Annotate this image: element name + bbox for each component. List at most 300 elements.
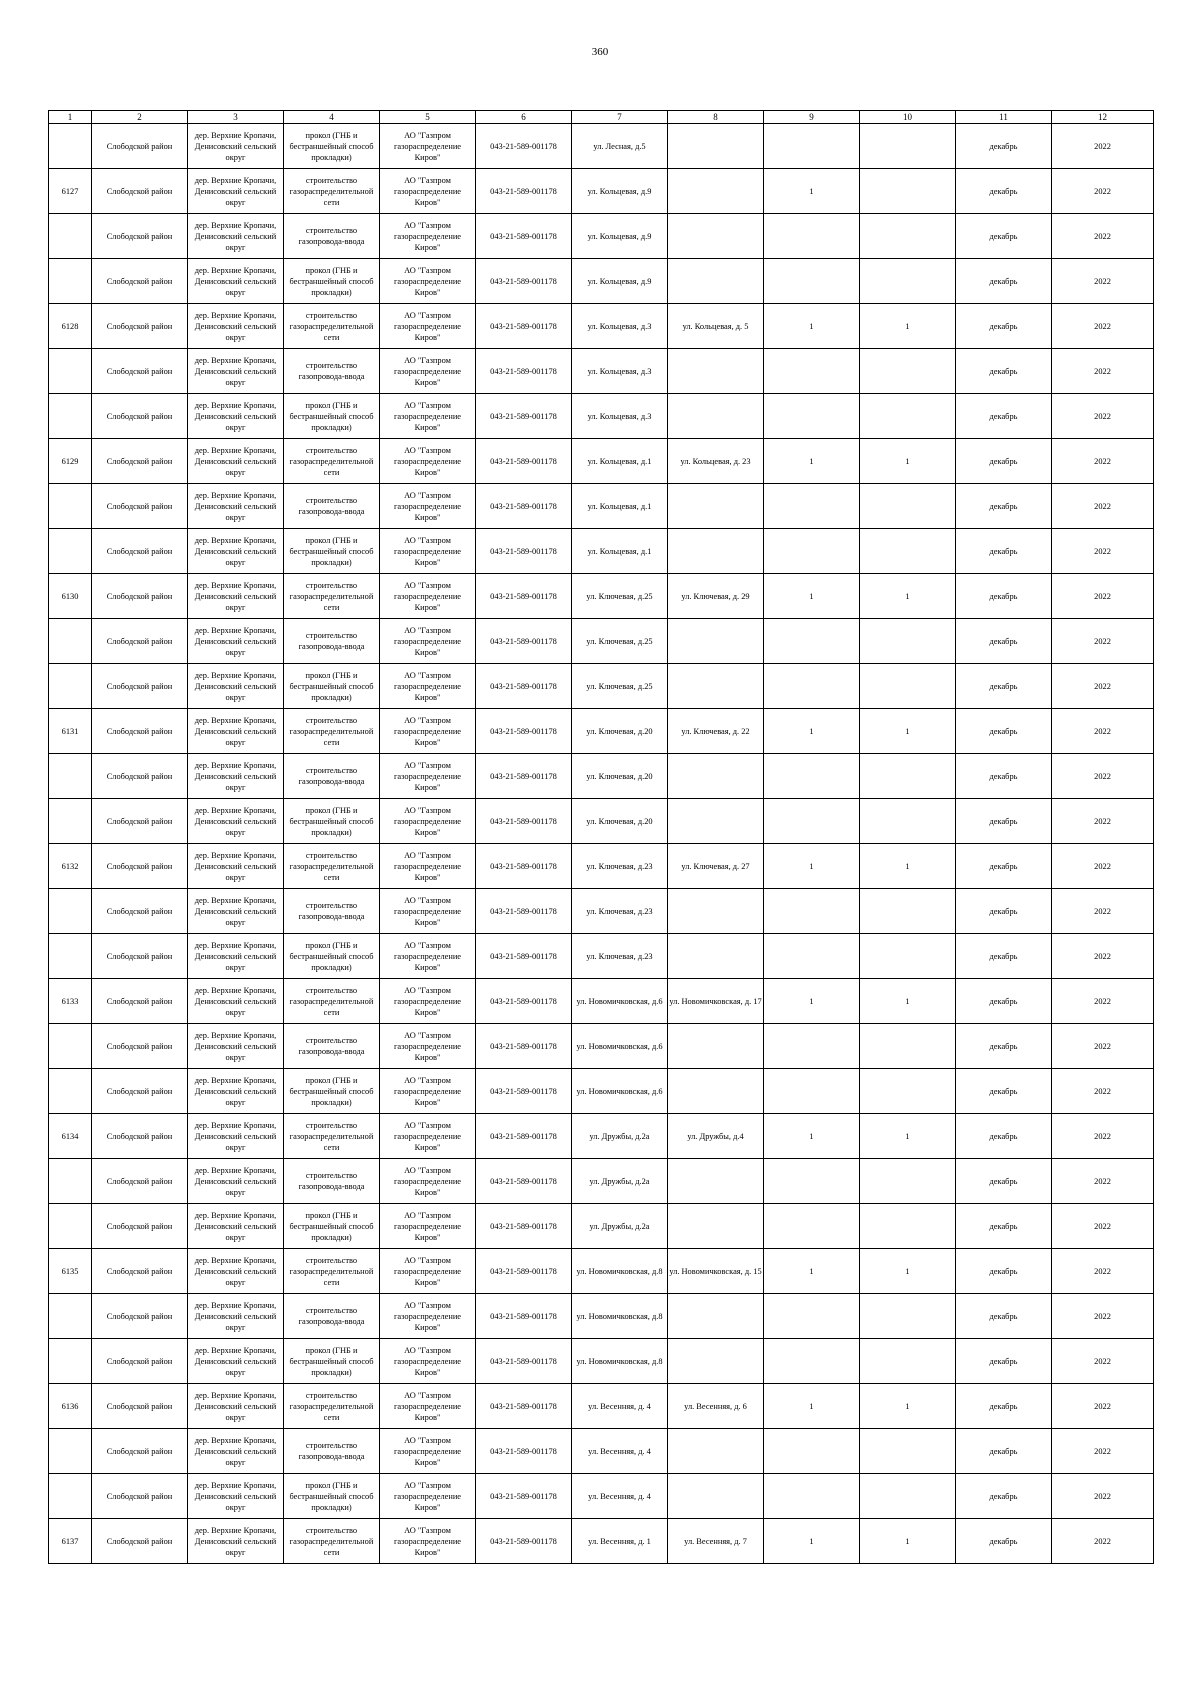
address-end-cell: ул. Ключевая, д. 22 [668,709,764,754]
count2-cell: 1 [860,1114,956,1159]
address-cell: ул. Новомичковская, д.8 [572,1294,668,1339]
table-row [49,709,1154,754]
code-cell: 043-21-589-001178 [476,439,572,484]
address-cell: ул. Новомичковская, д.6 [572,1069,668,1114]
address-end-cell [668,214,764,259]
row-number-cell [49,619,92,664]
organization-cell: АО "Газпром газораспределение Киров" [380,844,476,889]
organization-cell: АО "Газпром газораспределение Киров" [380,799,476,844]
district-cell: Слободской район [92,1429,188,1474]
table-row [49,1249,1154,1294]
work-type-cell: прокол (ГНБ и бестраншейный способ прокладки) [284,664,380,709]
year-cell: 2022 [1052,484,1154,529]
month-cell: декабрь [956,124,1052,169]
month-cell: декабрь [956,1384,1052,1429]
district-cell: Слободской район [92,1294,188,1339]
count-cell [764,1429,860,1474]
count-cell [764,394,860,439]
column-header: 5 [380,111,476,124]
year-cell: 2022 [1052,1519,1154,1564]
row-number-cell [49,349,92,394]
table-row [49,1429,1154,1474]
count2-cell [860,934,956,979]
month-cell: декабрь [956,1519,1052,1564]
month-cell: декабрь [956,259,1052,304]
count-cell: 1 [764,304,860,349]
address-cell: ул. Кольцевая, д.3 [572,394,668,439]
work-type-cell: строительство газопровода-ввода [284,484,380,529]
work-type-cell: строительство газопровода-ввода [284,1024,380,1069]
settlement-cell: дер. Верхние Кропачи, Денисовский сельский округ [188,1159,284,1204]
settlement-cell: дер. Верхние Кропачи, Денисовский сельский округ [188,844,284,889]
work-type-cell: строительство газораспределительной сети [284,304,380,349]
year-cell: 2022 [1052,1294,1154,1339]
row-number-cell [49,1294,92,1339]
count2-cell [860,1069,956,1114]
organization-cell: АО "Газпром газораспределение Киров" [380,619,476,664]
work-type-cell: прокол (ГНБ и бестраншейный способ прокладки) [284,394,380,439]
count-cell [764,799,860,844]
count-cell [764,664,860,709]
settlement-cell: дер. Верхние Кропачи, Денисовский сельский округ [188,1474,284,1519]
year-cell: 2022 [1052,169,1154,214]
table-row [49,484,1154,529]
count-cell: 1 [764,574,860,619]
count-cell: 1 [764,844,860,889]
month-cell: декабрь [956,529,1052,574]
address-cell: ул. Дружбы, д.2а [572,1159,668,1204]
work-type-cell: прокол (ГНБ и бестраншейный способ прокладки) [284,799,380,844]
count2-cell [860,214,956,259]
count-cell: 1 [764,1249,860,1294]
count2-cell [860,1159,956,1204]
year-cell: 2022 [1052,709,1154,754]
month-cell: декабрь [956,1294,1052,1339]
table-row [49,1204,1154,1249]
address-cell: ул. Новомичковская, д.6 [572,979,668,1024]
organization-cell: АО "Газпром газораспределение Киров" [380,169,476,214]
organization-cell: АО "Газпром газораспределение Киров" [380,214,476,259]
organization-cell: АО "Газпром газораспределение Киров" [380,1384,476,1429]
settlement-cell: дер. Верхние Кропачи, Денисовский сельский округ [188,124,284,169]
address-end-cell [668,259,764,304]
table-body [49,124,1154,1564]
column-header: 4 [284,111,380,124]
work-type-cell: строительство газопровода-ввода [284,1429,380,1474]
work-type-cell: прокол (ГНБ и бестраншейный способ прокладки) [284,1339,380,1384]
district-cell: Слободской район [92,844,188,889]
code-cell: 043-21-589-001178 [476,1159,572,1204]
code-cell: 043-21-589-001178 [476,1294,572,1339]
address-cell: ул. Весенняя, д. 4 [572,1429,668,1474]
count2-cell: 1 [860,844,956,889]
work-type-cell: строительство газораспределительной сети [284,169,380,214]
month-cell: декабрь [956,304,1052,349]
work-type-cell: строительство газораспределительной сети [284,1249,380,1294]
month-cell: декабрь [956,844,1052,889]
district-cell: Слободской район [92,619,188,664]
count2-cell [860,259,956,304]
row-number-cell: 6135 [49,1249,92,1294]
address-end-cell [668,1069,764,1114]
work-type-cell: прокол (ГНБ и бестраншейный способ прокладки) [284,934,380,979]
address-end-cell [668,1474,764,1519]
work-type-cell: прокол (ГНБ и бестраншейный способ прокладки) [284,1474,380,1519]
address-cell: ул. Ключевая, д.20 [572,799,668,844]
month-cell: декабрь [956,664,1052,709]
work-type-cell: строительство газопровода-ввода [284,619,380,664]
row-number-cell [49,754,92,799]
count-cell: 1 [764,709,860,754]
month-cell: декабрь [956,214,1052,259]
organization-cell: АО "Газпром газораспределение Киров" [380,754,476,799]
settlement-cell: дер. Верхние Кропачи, Денисовский сельский округ [188,1429,284,1474]
year-cell: 2022 [1052,1024,1154,1069]
settlement-cell: дер. Верхние Кропачи, Денисовский сельский округ [188,484,284,529]
count-cell [764,124,860,169]
address-cell: ул. Ключевая, д.25 [572,574,668,619]
address-end-cell [668,124,764,169]
row-number-cell [49,1159,92,1204]
organization-cell: АО "Газпром газораспределение Киров" [380,1024,476,1069]
year-cell: 2022 [1052,259,1154,304]
register-table [48,110,1154,1564]
organization-cell: АО "Газпром газораспределение Киров" [380,484,476,529]
organization-cell: АО "Газпром газораспределение Киров" [380,574,476,619]
address-end-cell [668,1429,764,1474]
work-type-cell: прокол (ГНБ и бестраншейный способ прокладки) [284,259,380,304]
code-cell: 043-21-589-001178 [476,1114,572,1159]
count-cell: 1 [764,439,860,484]
work-type-cell: прокол (ГНБ и бестраншейный способ прокладки) [284,1204,380,1249]
count2-cell: 1 [860,439,956,484]
work-type-cell: строительство газораспределительной сети [284,979,380,1024]
year-cell: 2022 [1052,349,1154,394]
table-row [49,1519,1154,1564]
count2-cell [860,619,956,664]
code-cell: 043-21-589-001178 [476,844,572,889]
settlement-cell: дер. Верхние Кропачи, Денисовский сельский округ [188,664,284,709]
code-cell: 043-21-589-001178 [476,1204,572,1249]
address-cell: ул. Ключевая, д.20 [572,709,668,754]
address-end-cell [668,394,764,439]
settlement-cell: дер. Верхние Кропачи, Денисовский сельский округ [188,529,284,574]
year-cell: 2022 [1052,394,1154,439]
row-number-cell [49,934,92,979]
code-cell: 043-21-589-001178 [476,799,572,844]
address-end-cell: ул. Кольцевая, д. 23 [668,439,764,484]
organization-cell: АО "Газпром газораспределение Киров" [380,664,476,709]
column-header: 7 [572,111,668,124]
code-cell: 043-21-589-001178 [476,1384,572,1429]
count-cell [764,214,860,259]
address-cell: ул. Кольцевая, д.1 [572,529,668,574]
district-cell: Слободской район [92,394,188,439]
organization-cell: АО "Газпром газораспределение Киров" [380,1519,476,1564]
count2-cell [860,754,956,799]
month-cell: декабрь [956,1249,1052,1294]
district-cell: Слободской район [92,934,188,979]
column-header: 9 [764,111,860,124]
organization-cell: АО "Газпром газораспределение Киров" [380,304,476,349]
count2-cell [860,1294,956,1339]
table-row [49,394,1154,439]
year-cell: 2022 [1052,1249,1154,1294]
settlement-cell: дер. Верхние Кропачи, Денисовский сельский округ [188,439,284,484]
address-end-cell [668,799,764,844]
address-end-cell [668,664,764,709]
settlement-cell: дер. Верхние Кропачи, Денисовский сельский округ [188,169,284,214]
table-row [49,754,1154,799]
row-number-cell [49,259,92,304]
count-cell: 1 [764,1384,860,1429]
row-number-cell [49,1024,92,1069]
code-cell: 043-21-589-001178 [476,1429,572,1474]
row-number-cell [49,1339,92,1384]
table-row [49,1159,1154,1204]
column-header: 1 [49,111,92,124]
month-cell: декабрь [956,799,1052,844]
address-cell: ул. Весенняя, д. 1 [572,1519,668,1564]
year-cell: 2022 [1052,1204,1154,1249]
count2-cell [860,124,956,169]
settlement-cell: дер. Верхние Кропачи, Денисовский сельский округ [188,979,284,1024]
month-cell: декабрь [956,934,1052,979]
work-type-cell: строительство газораспределительной сети [284,439,380,484]
address-cell: ул. Новомичковская, д.8 [572,1339,668,1384]
address-cell: ул. Ключевая, д.25 [572,664,668,709]
address-cell: ул. Новомичковская, д.8 [572,1249,668,1294]
row-number-cell [49,1429,92,1474]
district-cell: Слободской район [92,304,188,349]
district-cell: Слободской район [92,214,188,259]
count-cell [764,529,860,574]
code-cell: 043-21-589-001178 [476,124,572,169]
address-cell: ул. Кольцевая, д.9 [572,259,668,304]
count2-cell [860,1429,956,1474]
table-row [49,1114,1154,1159]
year-cell: 2022 [1052,124,1154,169]
count-cell: 1 [764,1519,860,1564]
code-cell: 043-21-589-001178 [476,214,572,259]
settlement-cell: дер. Верхние Кропачи, Денисовский сельский округ [188,1339,284,1384]
table-row [49,1069,1154,1114]
table-row [49,169,1154,214]
code-cell: 043-21-589-001178 [476,889,572,934]
work-type-cell: строительство газораспределительной сети [284,844,380,889]
address-cell: ул. Кольцевая, д.3 [572,349,668,394]
address-cell: ул. Кольцевая, д.1 [572,484,668,529]
row-number-cell: 6134 [49,1114,92,1159]
month-cell: декабрь [956,439,1052,484]
count-cell [764,754,860,799]
organization-cell: АО "Газпром газораспределение Киров" [380,1159,476,1204]
count-cell [764,934,860,979]
column-header: 10 [860,111,956,124]
work-type-cell: строительство газопровода-ввода [284,889,380,934]
district-cell: Слободской район [92,799,188,844]
month-cell: декабрь [956,574,1052,619]
settlement-cell: дер. Верхние Кропачи, Денисовский сельский округ [188,259,284,304]
address-end-cell: ул. Кольцевая, д. 5 [668,304,764,349]
settlement-cell: дер. Верхние Кропачи, Денисовский сельский округ [188,1069,284,1114]
settlement-cell: дер. Верхние Кропачи, Денисовский сельский округ [188,1249,284,1294]
count2-cell: 1 [860,1519,956,1564]
code-cell: 043-21-589-001178 [476,574,572,619]
table-row [49,799,1154,844]
count-cell [764,889,860,934]
settlement-cell: дер. Верхние Кропачи, Денисовский сельский округ [188,394,284,439]
organization-cell: АО "Газпром газораспределение Киров" [380,1249,476,1294]
settlement-cell: дер. Верхние Кропачи, Денисовский сельский округ [188,889,284,934]
table-row [49,304,1154,349]
count2-cell [860,1024,956,1069]
code-cell: 043-21-589-001178 [476,484,572,529]
organization-cell: АО "Газпром газораспределение Киров" [380,1294,476,1339]
row-number-cell: 6129 [49,439,92,484]
organization-cell: АО "Газпром газораспределение Киров" [380,439,476,484]
code-cell: 043-21-589-001178 [476,709,572,754]
settlement-cell: дер. Верхние Кропачи, Денисовский сельский округ [188,754,284,799]
column-header: 6 [476,111,572,124]
column-number-row [49,111,1154,124]
work-type-cell: прокол (ГНБ и бестраншейный способ прокладки) [284,529,380,574]
year-cell: 2022 [1052,754,1154,799]
settlement-cell: дер. Верхние Кропачи, Денисовский сельский округ [188,574,284,619]
code-cell: 043-21-589-001178 [476,1069,572,1114]
work-type-cell: прокол (ГНБ и бестраншейный способ прокладки) [284,1069,380,1114]
address-end-cell: ул. Новомичковская, д. 15 [668,1249,764,1294]
work-type-cell: строительство газораспределительной сети [284,709,380,754]
count-cell [764,1474,860,1519]
work-type-cell: строительство газопровода-ввода [284,1294,380,1339]
table-row [49,934,1154,979]
address-cell: ул. Дружбы, д.2а [572,1204,668,1249]
district-cell: Слободской район [92,754,188,799]
count-cell: 1 [764,979,860,1024]
count2-cell [860,889,956,934]
district-cell: Слободской район [92,1339,188,1384]
organization-cell: АО "Газпром газораспределение Киров" [380,349,476,394]
work-type-cell: строительство газопровода-ввода [284,349,380,394]
column-header: 3 [188,111,284,124]
month-cell: декабрь [956,1204,1052,1249]
year-cell: 2022 [1052,529,1154,574]
settlement-cell: дер. Верхние Кропачи, Денисовский сельский округ [188,1384,284,1429]
district-cell: Слободской район [92,124,188,169]
district-cell: Слободской район [92,664,188,709]
organization-cell: АО "Газпром газораспределение Киров" [380,1114,476,1159]
row-number-cell [49,529,92,574]
year-cell: 2022 [1052,304,1154,349]
address-cell: ул. Ключевая, д.23 [572,844,668,889]
organization-cell: АО "Газпром газораспределение Киров" [380,259,476,304]
address-end-cell: ул. Дружбы, д.4 [668,1114,764,1159]
organization-cell: АО "Газпром газораспределение Киров" [380,124,476,169]
table-row [49,259,1154,304]
year-cell: 2022 [1052,1069,1154,1114]
address-end-cell [668,169,764,214]
row-number-cell: 6128 [49,304,92,349]
settlement-cell: дер. Верхние Кропачи, Денисовский сельский округ [188,304,284,349]
address-end-cell [668,1024,764,1069]
code-cell: 043-21-589-001178 [476,259,572,304]
work-type-cell: строительство газопровода-ввода [284,754,380,799]
table-row [49,844,1154,889]
row-number-cell: 6127 [49,169,92,214]
count2-cell: 1 [860,1384,956,1429]
district-cell: Слободской район [92,1024,188,1069]
district-cell: Слободской район [92,529,188,574]
month-cell: декабрь [956,709,1052,754]
code-cell: 043-21-589-001178 [476,1024,572,1069]
year-cell: 2022 [1052,844,1154,889]
address-cell: ул. Ключевая, д.23 [572,889,668,934]
table-row [49,1294,1154,1339]
address-end-cell [668,1159,764,1204]
address-end-cell [668,1204,764,1249]
code-cell: 043-21-589-001178 [476,529,572,574]
month-cell: декабрь [956,349,1052,394]
count2-cell [860,1339,956,1384]
table-row [49,1339,1154,1384]
row-number-cell [49,1204,92,1249]
work-type-cell: прокол (ГНБ и бестраншейный способ прокладки) [284,124,380,169]
row-number-cell [49,484,92,529]
count-cell [764,1204,860,1249]
address-cell: ул. Лесная, д.5 [572,124,668,169]
month-cell: декабрь [956,169,1052,214]
count-cell: 1 [764,169,860,214]
month-cell: декабрь [956,394,1052,439]
address-cell: ул. Весенняя, д. 4 [572,1384,668,1429]
district-cell: Слободской район [92,1114,188,1159]
organization-cell: АО "Газпром газораспределение Киров" [380,979,476,1024]
column-header: 12 [1052,111,1154,124]
work-type-cell: строительство газораспределительной сети [284,1384,380,1429]
address-end-cell [668,1294,764,1339]
row-number-cell [49,1474,92,1519]
row-number-cell [49,799,92,844]
code-cell: 043-21-589-001178 [476,619,572,664]
address-end-cell [668,529,764,574]
year-cell: 2022 [1052,664,1154,709]
table-row [49,979,1154,1024]
address-end-cell [668,619,764,664]
table-row [49,664,1154,709]
address-end-cell: ул. Весенняя, д. 6 [668,1384,764,1429]
address-cell: ул. Ключевая, д.23 [572,934,668,979]
address-end-cell: ул. Ключевая, д. 29 [668,574,764,619]
district-cell: Слободской район [92,259,188,304]
year-cell: 2022 [1052,619,1154,664]
district-cell: Слободской район [92,169,188,214]
organization-cell: АО "Газпром газораспределение Киров" [380,394,476,439]
count2-cell [860,799,956,844]
work-type-cell: строительство газопровода-ввода [284,214,380,259]
count2-cell: 1 [860,709,956,754]
month-cell: декабрь [956,1114,1052,1159]
district-cell: Слободской район [92,1384,188,1429]
count2-cell: 1 [860,574,956,619]
row-number-cell: 6131 [49,709,92,754]
district-cell: Слободской район [92,574,188,619]
work-type-cell: строительство газораспределительной сети [284,574,380,619]
table-row [49,1474,1154,1519]
address-end-cell [668,934,764,979]
row-number-cell [49,889,92,934]
row-number-cell: 6132 [49,844,92,889]
